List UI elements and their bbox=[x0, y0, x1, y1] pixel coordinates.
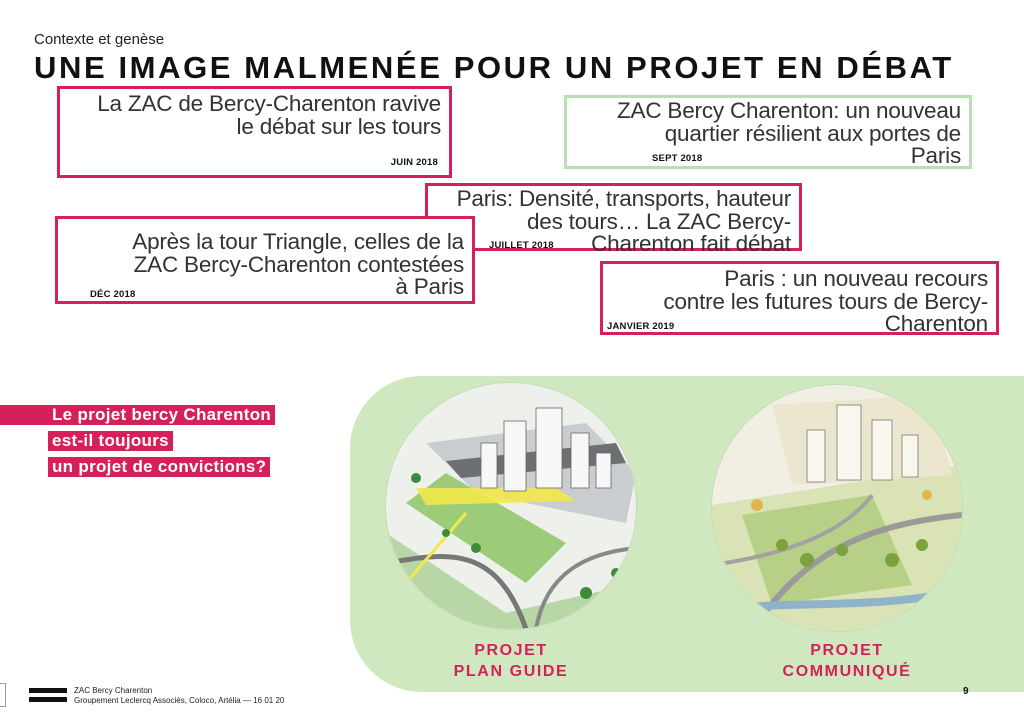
caption-line: PROJET bbox=[474, 642, 548, 659]
headline-line: à Paris bbox=[395, 274, 464, 299]
headline-line: Paris : un nouveau recours bbox=[724, 266, 988, 291]
question-line: un projet de convictions? bbox=[48, 454, 270, 479]
plan-guide-caption bbox=[436, 640, 586, 682]
headline-line: ZAC Bercy Charenton: un nouveau bbox=[616, 98, 961, 123]
headline-date: JUIN 2018 bbox=[390, 156, 438, 168]
question-line: est-il toujours bbox=[48, 428, 173, 453]
headline-date: DÉC 2018 bbox=[90, 289, 136, 300]
communique-caption bbox=[772, 640, 922, 682]
headline-card-sept-2018 bbox=[564, 95, 972, 169]
footer-credits bbox=[74, 686, 284, 706]
page-number: 9 bbox=[963, 686, 969, 697]
caption-line: PROJET bbox=[810, 642, 884, 659]
accent-stripe bbox=[0, 405, 50, 425]
headline-card-dec-2018 bbox=[55, 216, 475, 304]
headline-date: SEPT 2018 bbox=[652, 153, 703, 164]
page-title: UNE IMAGE MALMENÉE POUR UN PROJET EN DÉBAT bbox=[34, 50, 954, 85]
headline-line: ZAC Bercy-Charenton contestées bbox=[133, 251, 464, 277]
headline-line: contre les futures tours de Bercy- bbox=[663, 288, 988, 314]
communique-aerial-drawing bbox=[712, 385, 962, 631]
section-kicker: Contexte et genèse bbox=[34, 31, 165, 48]
plan-guide-aerial-drawing bbox=[386, 383, 636, 629]
headline-text bbox=[575, 100, 961, 168]
headline-line: Charenton bbox=[884, 311, 988, 336]
headline-line: le débat sur les tours bbox=[236, 113, 441, 139]
footer-logo-bar bbox=[29, 688, 67, 693]
headline-text bbox=[68, 93, 441, 138]
headline-date: JANVIER 2019 bbox=[607, 321, 675, 332]
headline-line: Charenton fait débat bbox=[591, 231, 791, 256]
footer-project-name: ZAC Bercy Charenton bbox=[74, 686, 153, 695]
headline-line: des tours… La ZAC Bercy- bbox=[526, 208, 791, 234]
communique-illustration bbox=[712, 385, 962, 631]
headline-line: Paris: Densité, transports, hauteur bbox=[456, 186, 791, 211]
headline-line: La ZAC de Bercy-Charenton ravive bbox=[97, 91, 441, 116]
page-edge-tab bbox=[0, 683, 6, 707]
headline-line: Après la tour Triangle, celles de la bbox=[132, 229, 464, 254]
plan-guide-illustration bbox=[386, 383, 636, 629]
headline-date: JUILLET 2018 bbox=[489, 240, 554, 251]
footer-team: Groupement Leclercq Associés, Coloco, Artélia — 16 01 20 bbox=[74, 696, 285, 705]
headline-card-juin-2018 bbox=[57, 86, 452, 178]
question-line: Le projet bercy Charenton bbox=[48, 402, 275, 427]
headline-card-juillet-2018 bbox=[425, 183, 802, 256]
caption-line: PLAN GUIDE bbox=[453, 663, 569, 680]
headline-line: Paris bbox=[910, 143, 961, 168]
caption-line: COMMUNIQUÉ bbox=[782, 663, 912, 680]
headline-card-janvier-2019 bbox=[600, 261, 999, 335]
headline-line: quartier résilient aux portes de bbox=[664, 120, 961, 146]
footer-logo-bar bbox=[29, 697, 67, 702]
